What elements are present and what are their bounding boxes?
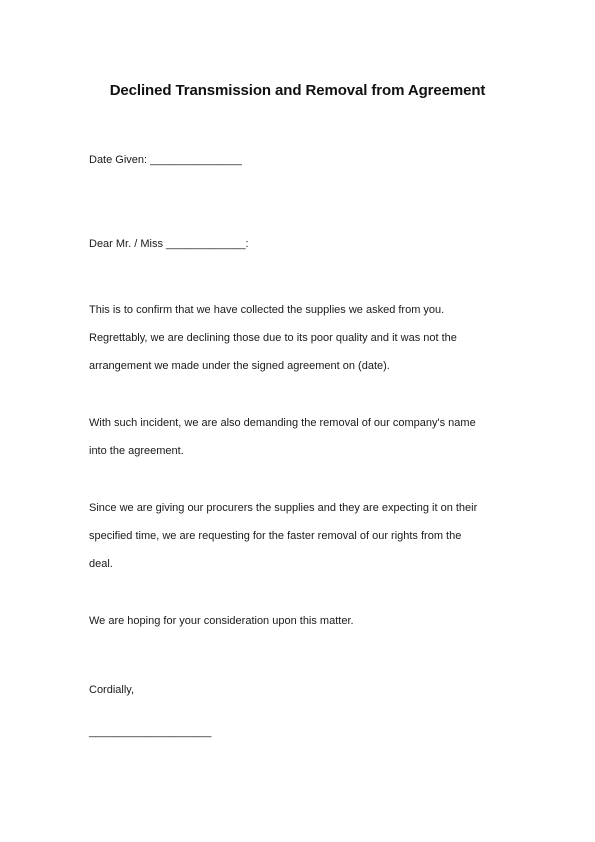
closing: Cordially, xyxy=(89,684,135,696)
paragraph-line: With such incident, we are also demanding the removal of our company's name xyxy=(89,417,476,429)
salutation: Dear Mr. / Miss _____________: xyxy=(89,238,249,250)
date-given-line: Date Given: _______________ xyxy=(89,154,242,166)
paragraph-line: Regrettably, we are declining those due to its poor quality and it was not the xyxy=(89,332,457,344)
paragraph-line: specified time, we are requesting for the faster removal of our rights from the xyxy=(89,530,462,542)
paragraph-line: into the agreement. xyxy=(89,445,184,457)
signature-line: ____________________ xyxy=(89,726,212,738)
paragraph-line: We are hoping for your consideration upon this matter. xyxy=(89,615,354,627)
paragraph-line: This is to confirm that we have collected the supplies we asked from you. xyxy=(89,304,445,316)
paragraph-line: Since we are giving our procurers the supplies and they are expecting it on their xyxy=(89,502,478,514)
paragraph-line: arrangement we made under the signed agreement on (date). xyxy=(89,360,390,372)
paragraph-line: deal. xyxy=(89,558,113,570)
document-title: Declined Transmission and Removal from Agreement xyxy=(109,82,486,99)
